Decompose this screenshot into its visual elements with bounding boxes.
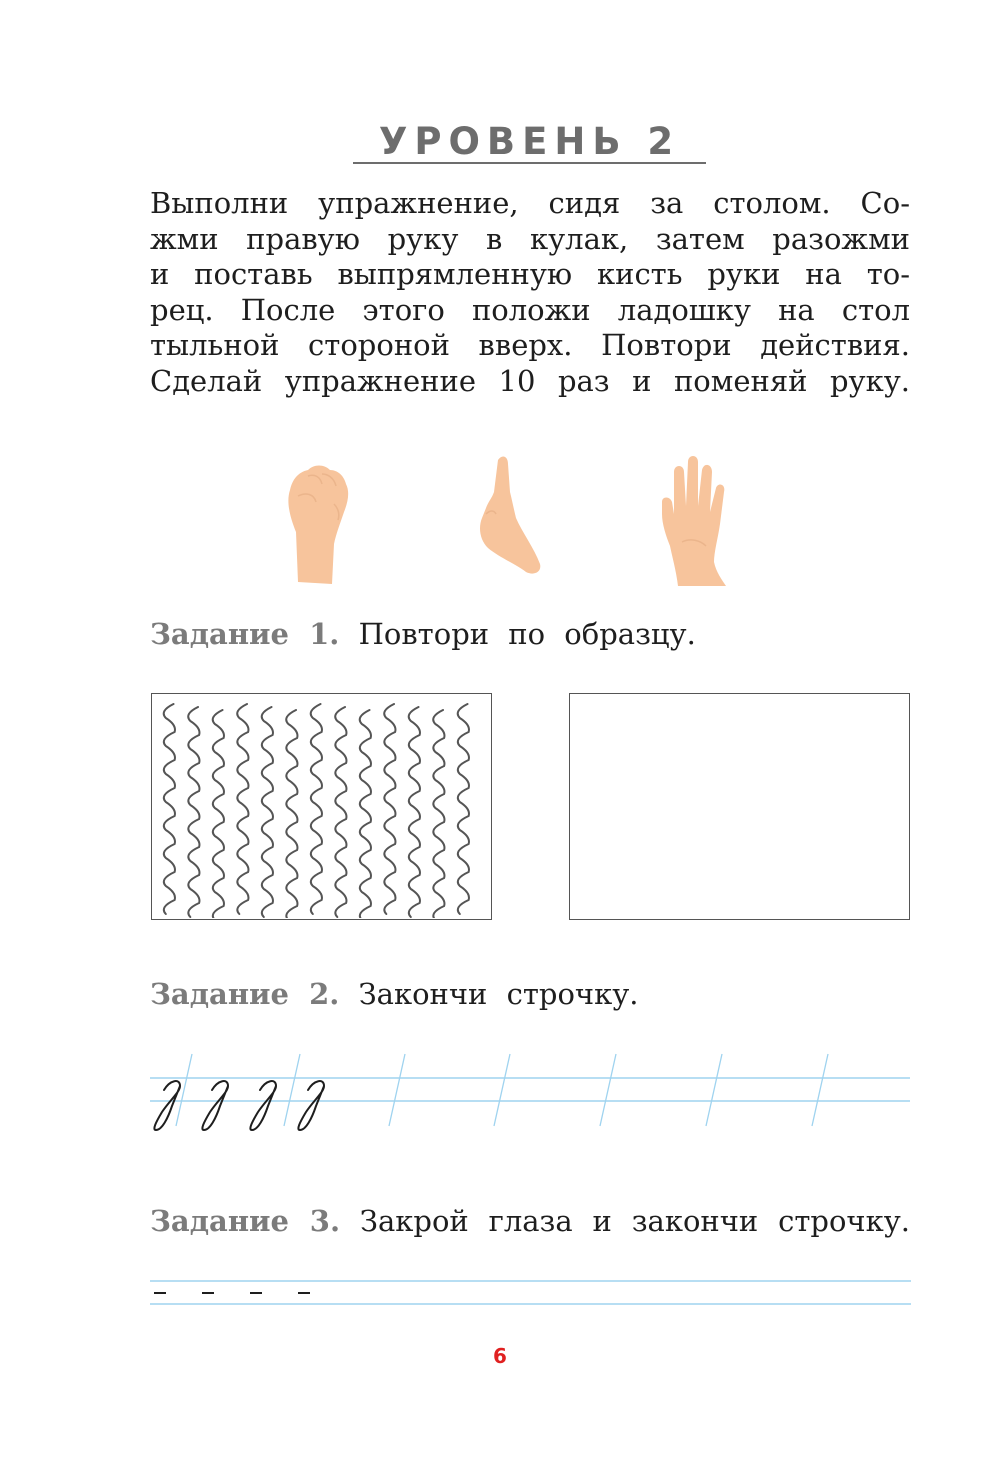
page-title: УРОВЕНЬ 2 xyxy=(378,120,681,163)
wavy-line xyxy=(384,704,395,914)
handwritten-letter-samples xyxy=(154,1081,324,1130)
wavy-line xyxy=(360,710,371,918)
wavy-line xyxy=(335,707,346,917)
instructions-line: и поставь выпрямленную кисть руки на то- xyxy=(150,257,910,292)
task-1 xyxy=(150,616,910,652)
wavy-line xyxy=(262,707,273,917)
wavy-line xyxy=(188,707,199,917)
task-3-label: Задание 3. xyxy=(150,1204,341,1238)
hand-edge-icon xyxy=(476,452,546,577)
drawing-box[interactable] xyxy=(569,693,910,920)
wavy-line xyxy=(213,710,224,918)
instructions-line: Сделай упражнение 10 раз и поменяй руку. xyxy=(150,363,910,398)
wavy-line xyxy=(433,710,444,918)
task-2-label: Задание 2. xyxy=(150,977,340,1011)
task-3-text: Закрой глаза и закончи строчку. xyxy=(359,1204,910,1238)
instructions-line: тыльной стороной вверх. Повтори действия. xyxy=(150,328,910,363)
wavy-line xyxy=(237,704,248,914)
instructions-line: жми правую руку в кулак, затем разожми xyxy=(150,221,910,256)
open-palm-icon xyxy=(656,452,736,592)
instructions-line: Выполни упражнение, сидя за столом. Со- xyxy=(150,186,910,220)
dash-line[interactable] xyxy=(148,1270,913,1310)
sample-pattern-box xyxy=(151,693,492,920)
wavy-line xyxy=(286,710,297,918)
page-number: 6 xyxy=(493,1344,507,1368)
wavy-line xyxy=(458,704,469,914)
wavy-line xyxy=(164,704,175,914)
heading-underline xyxy=(353,118,706,164)
task-2 xyxy=(150,976,910,1012)
instructions-paragraph xyxy=(150,186,910,400)
task-3 xyxy=(150,1203,910,1239)
wavy-line xyxy=(409,707,420,917)
handwriting-line[interactable] xyxy=(140,1050,915,1135)
task-2-text: Закончи строчку. xyxy=(358,977,639,1011)
wavy-lines-pattern xyxy=(152,694,490,918)
task-1-text: Повтори по образцу. xyxy=(358,617,696,651)
wavy-line xyxy=(311,704,322,914)
task-1-label: Задание 1. xyxy=(150,617,340,651)
fist-icon xyxy=(278,462,358,587)
instructions-line: рец. После этого положи ладошку на стол xyxy=(150,292,910,327)
